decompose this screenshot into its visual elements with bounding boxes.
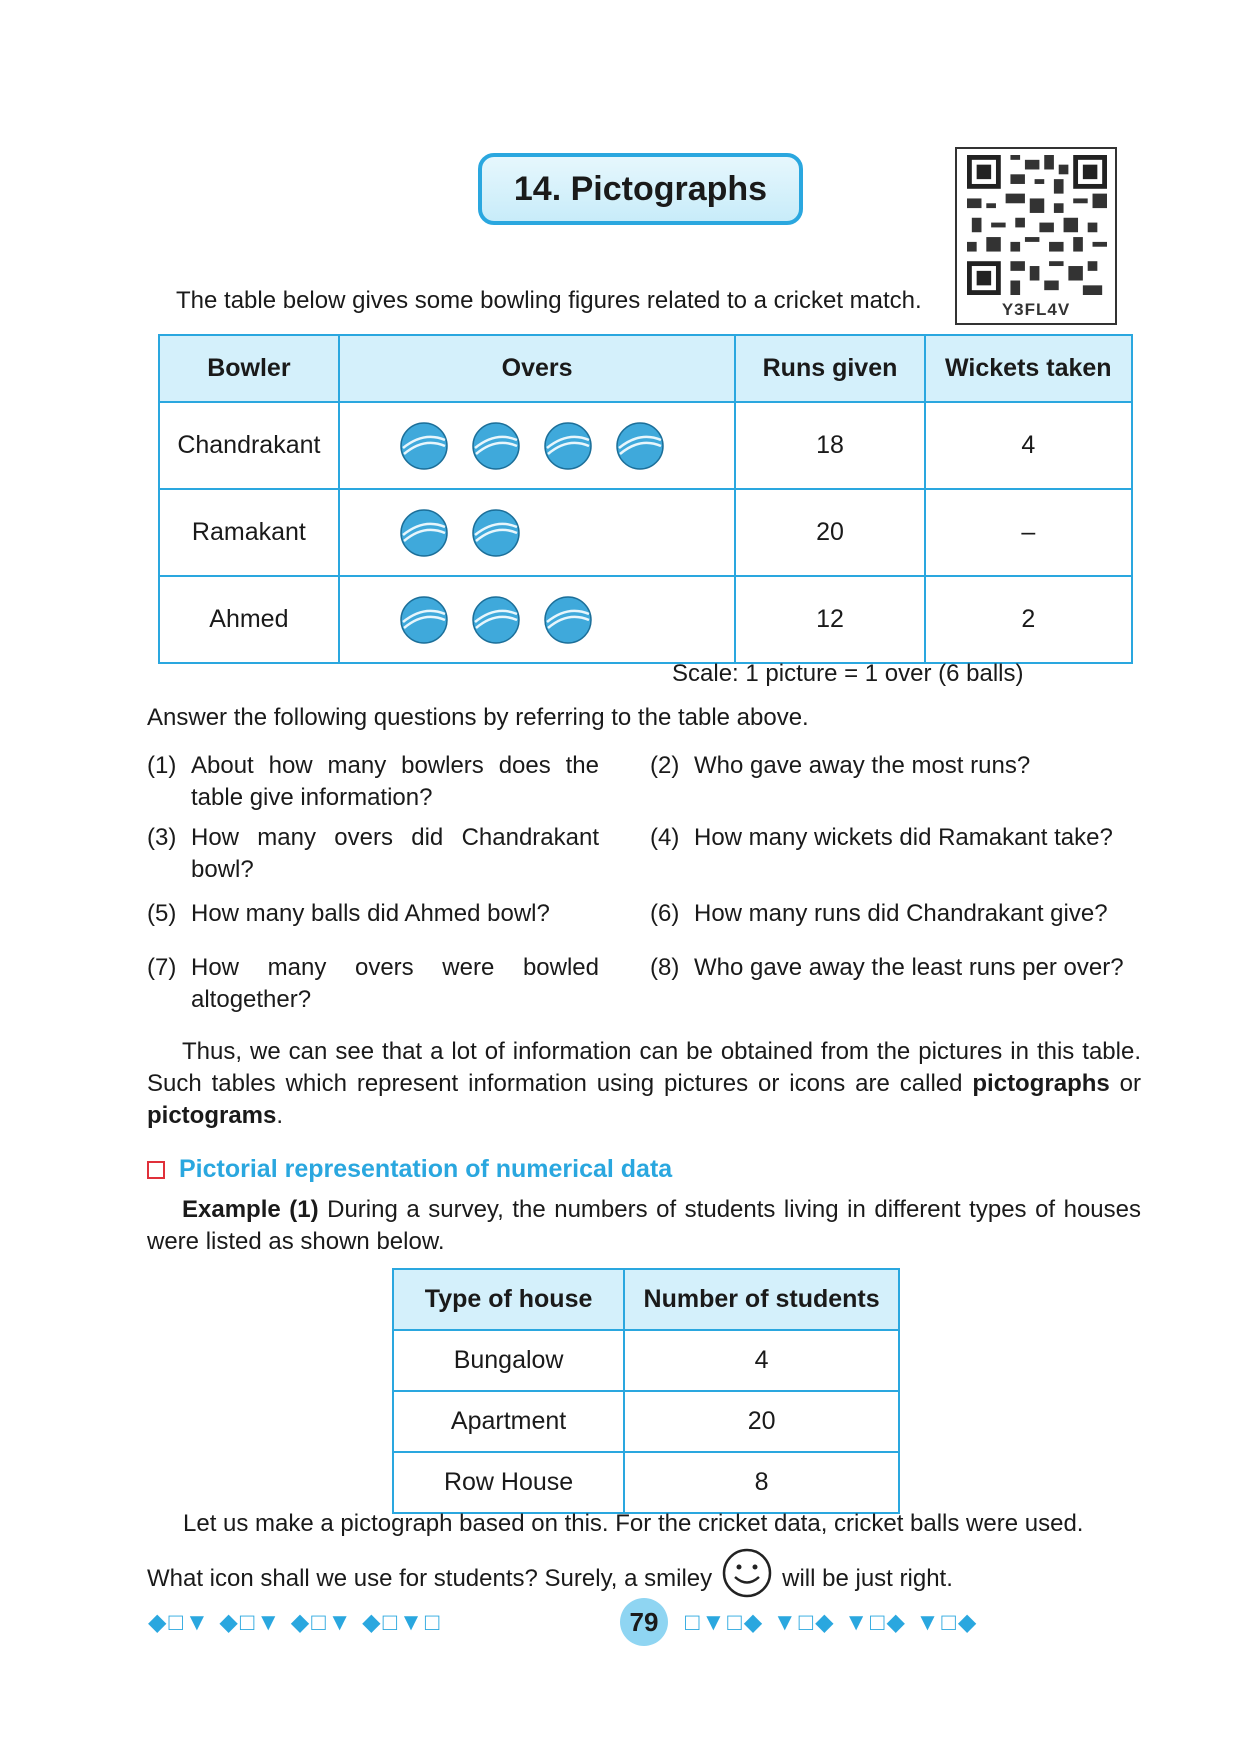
cricket-ball-icon [399,421,449,471]
smiley-icon [720,1546,774,1600]
bowling-table [158,334,1133,664]
overs-balls [341,508,734,558]
overs-balls [341,595,734,645]
question-number: (7) [147,954,177,981]
table-header-row [393,1269,899,1330]
summary-paragraph [147,1036,1141,1132]
chapter-title: 14. Pictographs [478,153,803,225]
table-row [393,1452,899,1513]
page-number: 79 [620,1598,668,1646]
house-table [392,1268,900,1514]
square-bullet-icon [147,1161,165,1179]
question-text: How many wickets did Ramakant take? [694,824,1113,851]
wickets-cell: 4 [925,402,1132,489]
student-count: 4 [624,1330,899,1391]
question-number: (8) [650,954,680,981]
column-header: Wickets taken [925,335,1132,402]
example-paragraph [147,1194,1141,1258]
scale-note: Scale: 1 picture = 1 over (6 balls) [672,660,1024,687]
column-header: Number of students [624,1269,899,1330]
question-text: How many overs did Chandrakant bowl? [191,824,599,883]
question-number: (3) [147,824,177,851]
question-item [650,750,1144,782]
house-type: Bungalow [393,1330,624,1391]
qr-code-label: Y3FL4V [1001,300,1071,319]
overs-balls [341,421,734,471]
question-item [650,822,1144,854]
question-item [650,952,1144,984]
question-number: (4) [650,824,680,851]
term-pictographs: pictographs [972,1070,1110,1097]
question-number: (1) [147,752,177,779]
house-type: Row House [393,1452,624,1513]
question-item [147,952,599,1016]
section-heading [147,1155,672,1184]
qr-code [955,147,1117,325]
paragraph-text: Thus, we can see that a lot of information can be obtained from the pictures in this table. Such tables which represent information using pictures or icons are called [147,1038,1141,1097]
footer-ornament-icon: ◆□▼ ◆□▼ ◆□▼ ◆□▼□ [148,1609,442,1636]
closing-line-1: Let us make a pictograph based on this. For the cricket data, cricket balls were used. [183,1510,1084,1537]
intro-text: The table below gives some bowling figures related to a cricket match. [176,287,922,314]
question-text: About how many bowlers does the table give information? [191,752,599,811]
question-text: How many overs were bowled altogether? [191,954,599,1013]
column-header: Overs [339,335,736,402]
page-footer [148,1598,1143,1642]
table-row [393,1330,899,1391]
cricket-ball-icon [615,421,665,471]
paragraph-text: . [276,1102,284,1129]
runs-cell: 20 [735,489,924,576]
paragraph-text: or [1109,1070,1141,1097]
overs-cell [339,489,736,576]
wickets-cell: – [925,489,1132,576]
bowler-name: Ramakant [159,489,339,576]
question-item [650,898,1144,930]
bowler-name: Chandrakant [159,402,339,489]
questions-intro: Answer the following questions by referring to the table above. [147,704,809,731]
question-text: How many balls did Ahmed bowl? [191,900,550,927]
table-row [159,576,1132,663]
column-header: Runs given [735,335,924,402]
table-header-row [159,335,1132,402]
overs-cell [339,402,736,489]
house-type: Apartment [393,1391,624,1452]
question-number: (6) [650,900,680,927]
question-item [147,822,599,886]
footer-ornament-icon: □▼□◆ ▼□◆ ▼□◆ ▼□◆ [685,1609,979,1636]
cricket-ball-icon [543,595,593,645]
student-count: 8 [624,1452,899,1513]
overs-cell [339,576,736,663]
term-pictograms: pictograms [147,1102,277,1129]
cricket-ball-icon [399,595,449,645]
example-label: Example (1) [182,1196,319,1223]
cricket-ball-icon [471,421,521,471]
runs-cell: 18 [735,402,924,489]
column-header: Type of house [393,1269,624,1330]
wickets-cell: 2 [925,576,1132,663]
section-heading-text: Pictorial representation of numerical data [179,1155,673,1183]
question-number: (5) [147,900,177,927]
cricket-ball-icon [471,595,521,645]
closing-text: What icon shall we use for students? Surely, a smiley [147,1565,713,1592]
cricket-ball-icon [543,421,593,471]
cricket-ball-icon [399,508,449,558]
runs-cell: 12 [735,576,924,663]
question-text: Who gave away the least runs per over? [694,954,1124,981]
cricket-ball-icon [471,508,521,558]
bowler-name: Ahmed [159,576,339,663]
question-item [147,898,599,930]
column-header: Bowler [159,335,339,402]
question-text: Who gave away the most runs? [694,752,1031,779]
question-text: How many runs did Chandrakant give? [694,900,1108,927]
question-item [147,750,599,814]
student-count: 20 [624,1391,899,1452]
example-text: During a survey, the numbers of students living in different types of houses were listed as shown below. [147,1196,1142,1255]
closing-text: will be just right. [782,1565,953,1592]
qr-pattern-icon [965,155,1109,295]
table-row [159,489,1132,576]
table-row [159,402,1132,489]
table-row [393,1391,899,1452]
question-number: (2) [650,752,680,779]
